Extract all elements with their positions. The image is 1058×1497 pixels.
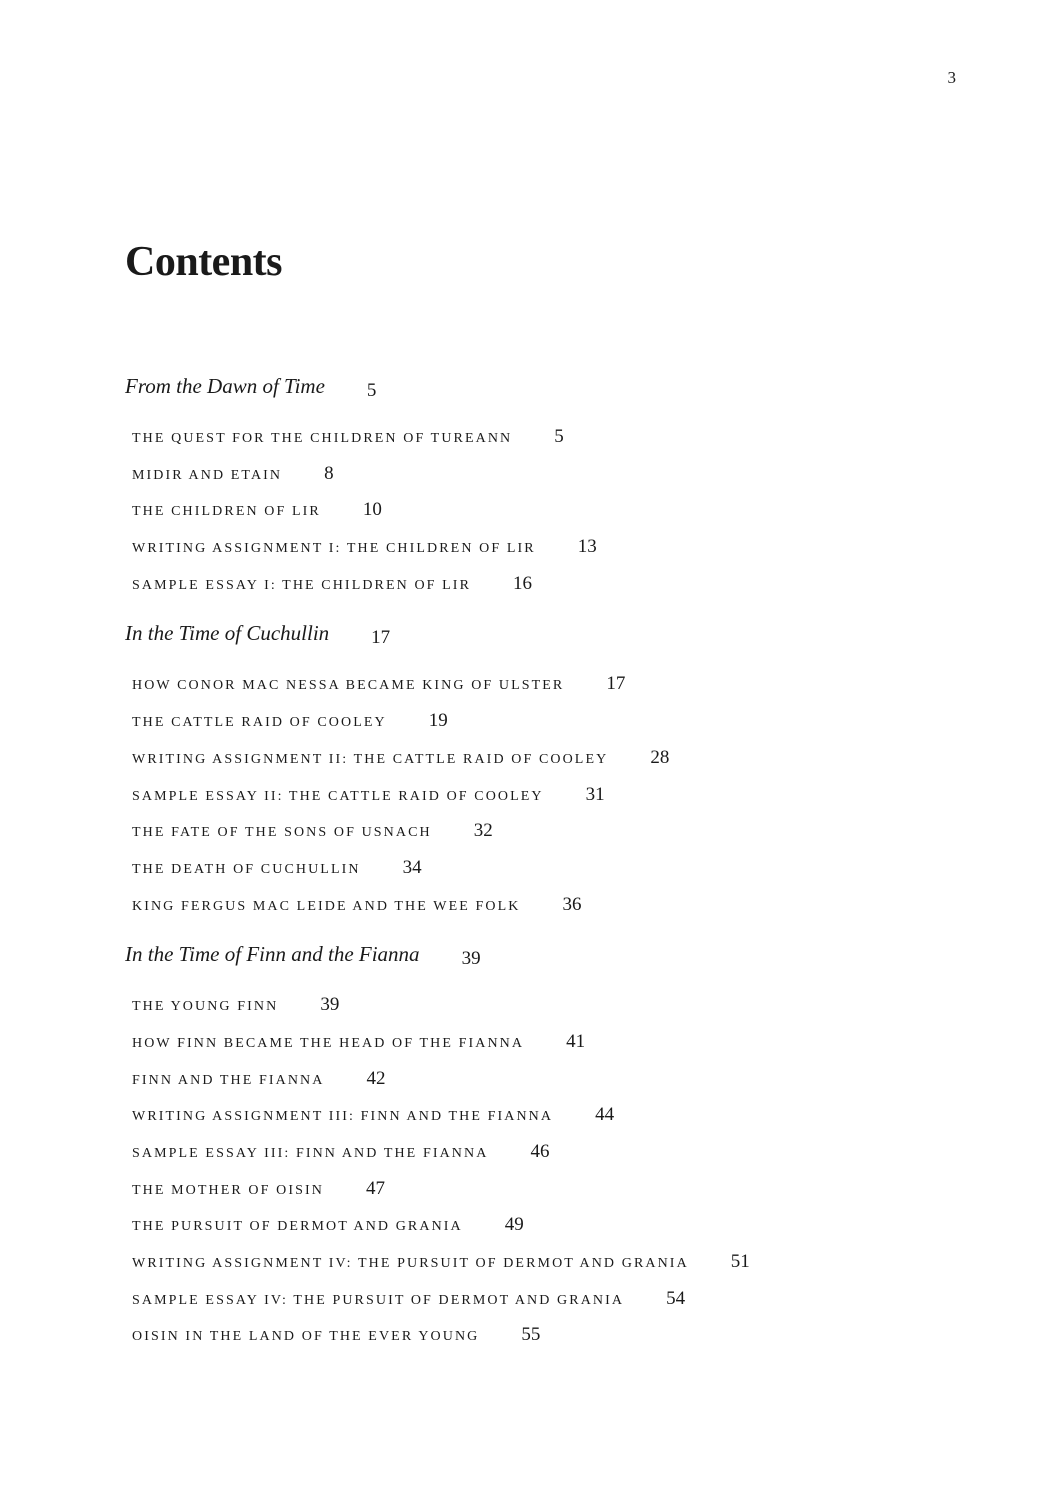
table-of-contents — [125, 374, 985, 1361]
entry-title: WRITING ASSIGNMENT II: THE CATTLE RAID OF COOLEY — [132, 751, 609, 767]
entry-page-number: 42 — [366, 1067, 386, 1089]
entry-title: THE DEATH OF CUCHULLIN — [132, 861, 361, 877]
entry-page-number: 13 — [577, 536, 597, 558]
entry-page-number: 34 — [402, 856, 422, 878]
entry-page-number: 47 — [365, 1177, 385, 1199]
toc-entry[interactable] — [125, 857, 985, 894]
entry-title: OISIN IN THE LAND OF THE EVER YOUNG — [132, 1329, 480, 1345]
page-title: Contents — [125, 239, 283, 285]
part-title: From the Dawn of Time — [125, 374, 325, 398]
toc-entry[interactable] — [125, 747, 985, 784]
part-entries — [125, 994, 985, 1361]
entry-title: THE PURSUIT OF DERMOT AND GRANIA — [132, 1219, 463, 1235]
entry-page-number: 19 — [428, 710, 448, 732]
entry-title: FINN AND THE FIANNA — [132, 1072, 325, 1088]
entry-page-number: 55 — [521, 1324, 541, 1346]
entry-page-number: 31 — [585, 783, 605, 805]
entry-page-number: 28 — [650, 746, 670, 768]
toc-entry[interactable] — [125, 536, 985, 573]
entry-title: THE YOUNG FINN — [132, 999, 279, 1015]
entry-title: KING FERGUS MAC LEIDE AND THE WEE FOLK — [132, 898, 521, 914]
toc-entry[interactable] — [125, 994, 985, 1031]
toc-entry[interactable] — [125, 894, 985, 931]
entry-page-number: 17 — [606, 673, 626, 695]
entry-title: THE CATTLE RAID OF COOLEY — [132, 715, 387, 731]
entry-page-number: 32 — [473, 820, 493, 842]
entry-title: SAMPLE ESSAY IV: THE PURSUIT OF DERMOT AND GRANIA — [132, 1292, 625, 1308]
entry-page-number: 39 — [320, 994, 340, 1016]
entry-page-number: 41 — [566, 1030, 586, 1052]
toc-entry[interactable] — [125, 1178, 985, 1215]
entry-page-number: 54 — [666, 1287, 686, 1309]
part-entries — [125, 426, 985, 609]
entry-title: SAMPLE ESSAY II: THE CATTLE RAID OF COOLEY — [132, 788, 544, 804]
toc-entry[interactable] — [125, 1251, 985, 1288]
page-number: 3 — [947, 68, 956, 87]
entry-title: WRITING ASSIGNMENT III: FINN AND THE FIANNA — [132, 1109, 554, 1125]
toc-entry[interactable] — [125, 673, 985, 710]
toc-entry[interactable] — [125, 463, 985, 500]
entry-title: HOW CONOR MAC NESSA BECAME KING OF ULSTER — [132, 678, 565, 694]
toc-entry[interactable] — [125, 499, 985, 536]
part-page-number: 39 — [461, 948, 481, 970]
entry-title: SAMPLE ESSAY III: FINN AND THE FIANNA — [132, 1146, 489, 1161]
entry-page-number: 51 — [730, 1251, 750, 1273]
entry-title: WRITING ASSIGNMENT I: THE CHILDREN OF LIR — [132, 541, 536, 557]
part-page-number: 17 — [371, 627, 391, 649]
part-title: In the Time of Finn and the Fianna — [125, 942, 420, 967]
toc-entry[interactable] — [125, 1068, 985, 1105]
entry-title: MIDIR AND ETAIN — [132, 467, 283, 483]
part-title: In the Time of Cuchullin — [125, 621, 330, 646]
entry-title: THE MOTHER OF OISIN — [132, 1182, 324, 1198]
toc-entry[interactable] — [125, 1214, 985, 1251]
part-page-number: 5 — [366, 380, 377, 401]
toc-part[interactable] — [125, 621, 985, 660]
entry-page-number: 16 — [513, 572, 533, 594]
toc-entry[interactable] — [125, 426, 985, 463]
entry-title: SAMPLE ESSAY I: THE CHILDREN OF LIR — [132, 577, 472, 593]
toc-entry[interactable] — [125, 573, 985, 610]
entry-page-number: 44 — [595, 1104, 615, 1126]
entry-title: THE QUEST FOR THE CHILDREN OF TUREANN — [132, 431, 513, 446]
toc-entry[interactable] — [125, 1104, 985, 1141]
toc-entry[interactable] — [125, 1141, 985, 1178]
toc-entry[interactable] — [125, 1031, 985, 1068]
entry-title: HOW FINN BECAME THE HEAD OF THE FIANNA — [132, 1035, 525, 1051]
toc-entry[interactable] — [125, 710, 985, 747]
toc-part[interactable] — [125, 374, 985, 413]
part-entries — [125, 673, 985, 930]
entry-page-number: 49 — [504, 1214, 524, 1236]
toc-part[interactable] — [125, 942, 985, 981]
entry-page-number: 36 — [562, 893, 582, 915]
entry-title: THE CHILDREN OF LIR — [132, 504, 321, 520]
entry-page-number: 46 — [530, 1141, 550, 1162]
entry-page-number: 5 — [554, 426, 564, 447]
entry-title: THE FATE OF THE SONS OF USNACH — [132, 825, 432, 841]
toc-entry[interactable] — [125, 820, 985, 857]
toc-entry[interactable] — [125, 1324, 985, 1361]
toc-entry[interactable] — [125, 1288, 985, 1325]
toc-entry[interactable] — [125, 784, 985, 821]
entry-title: WRITING ASSIGNMENT IV: THE PURSUIT OF DERMOT AND GRANIA — [132, 1256, 689, 1272]
entry-page-number: 8 — [324, 462, 334, 484]
entry-page-number: 10 — [362, 499, 382, 521]
